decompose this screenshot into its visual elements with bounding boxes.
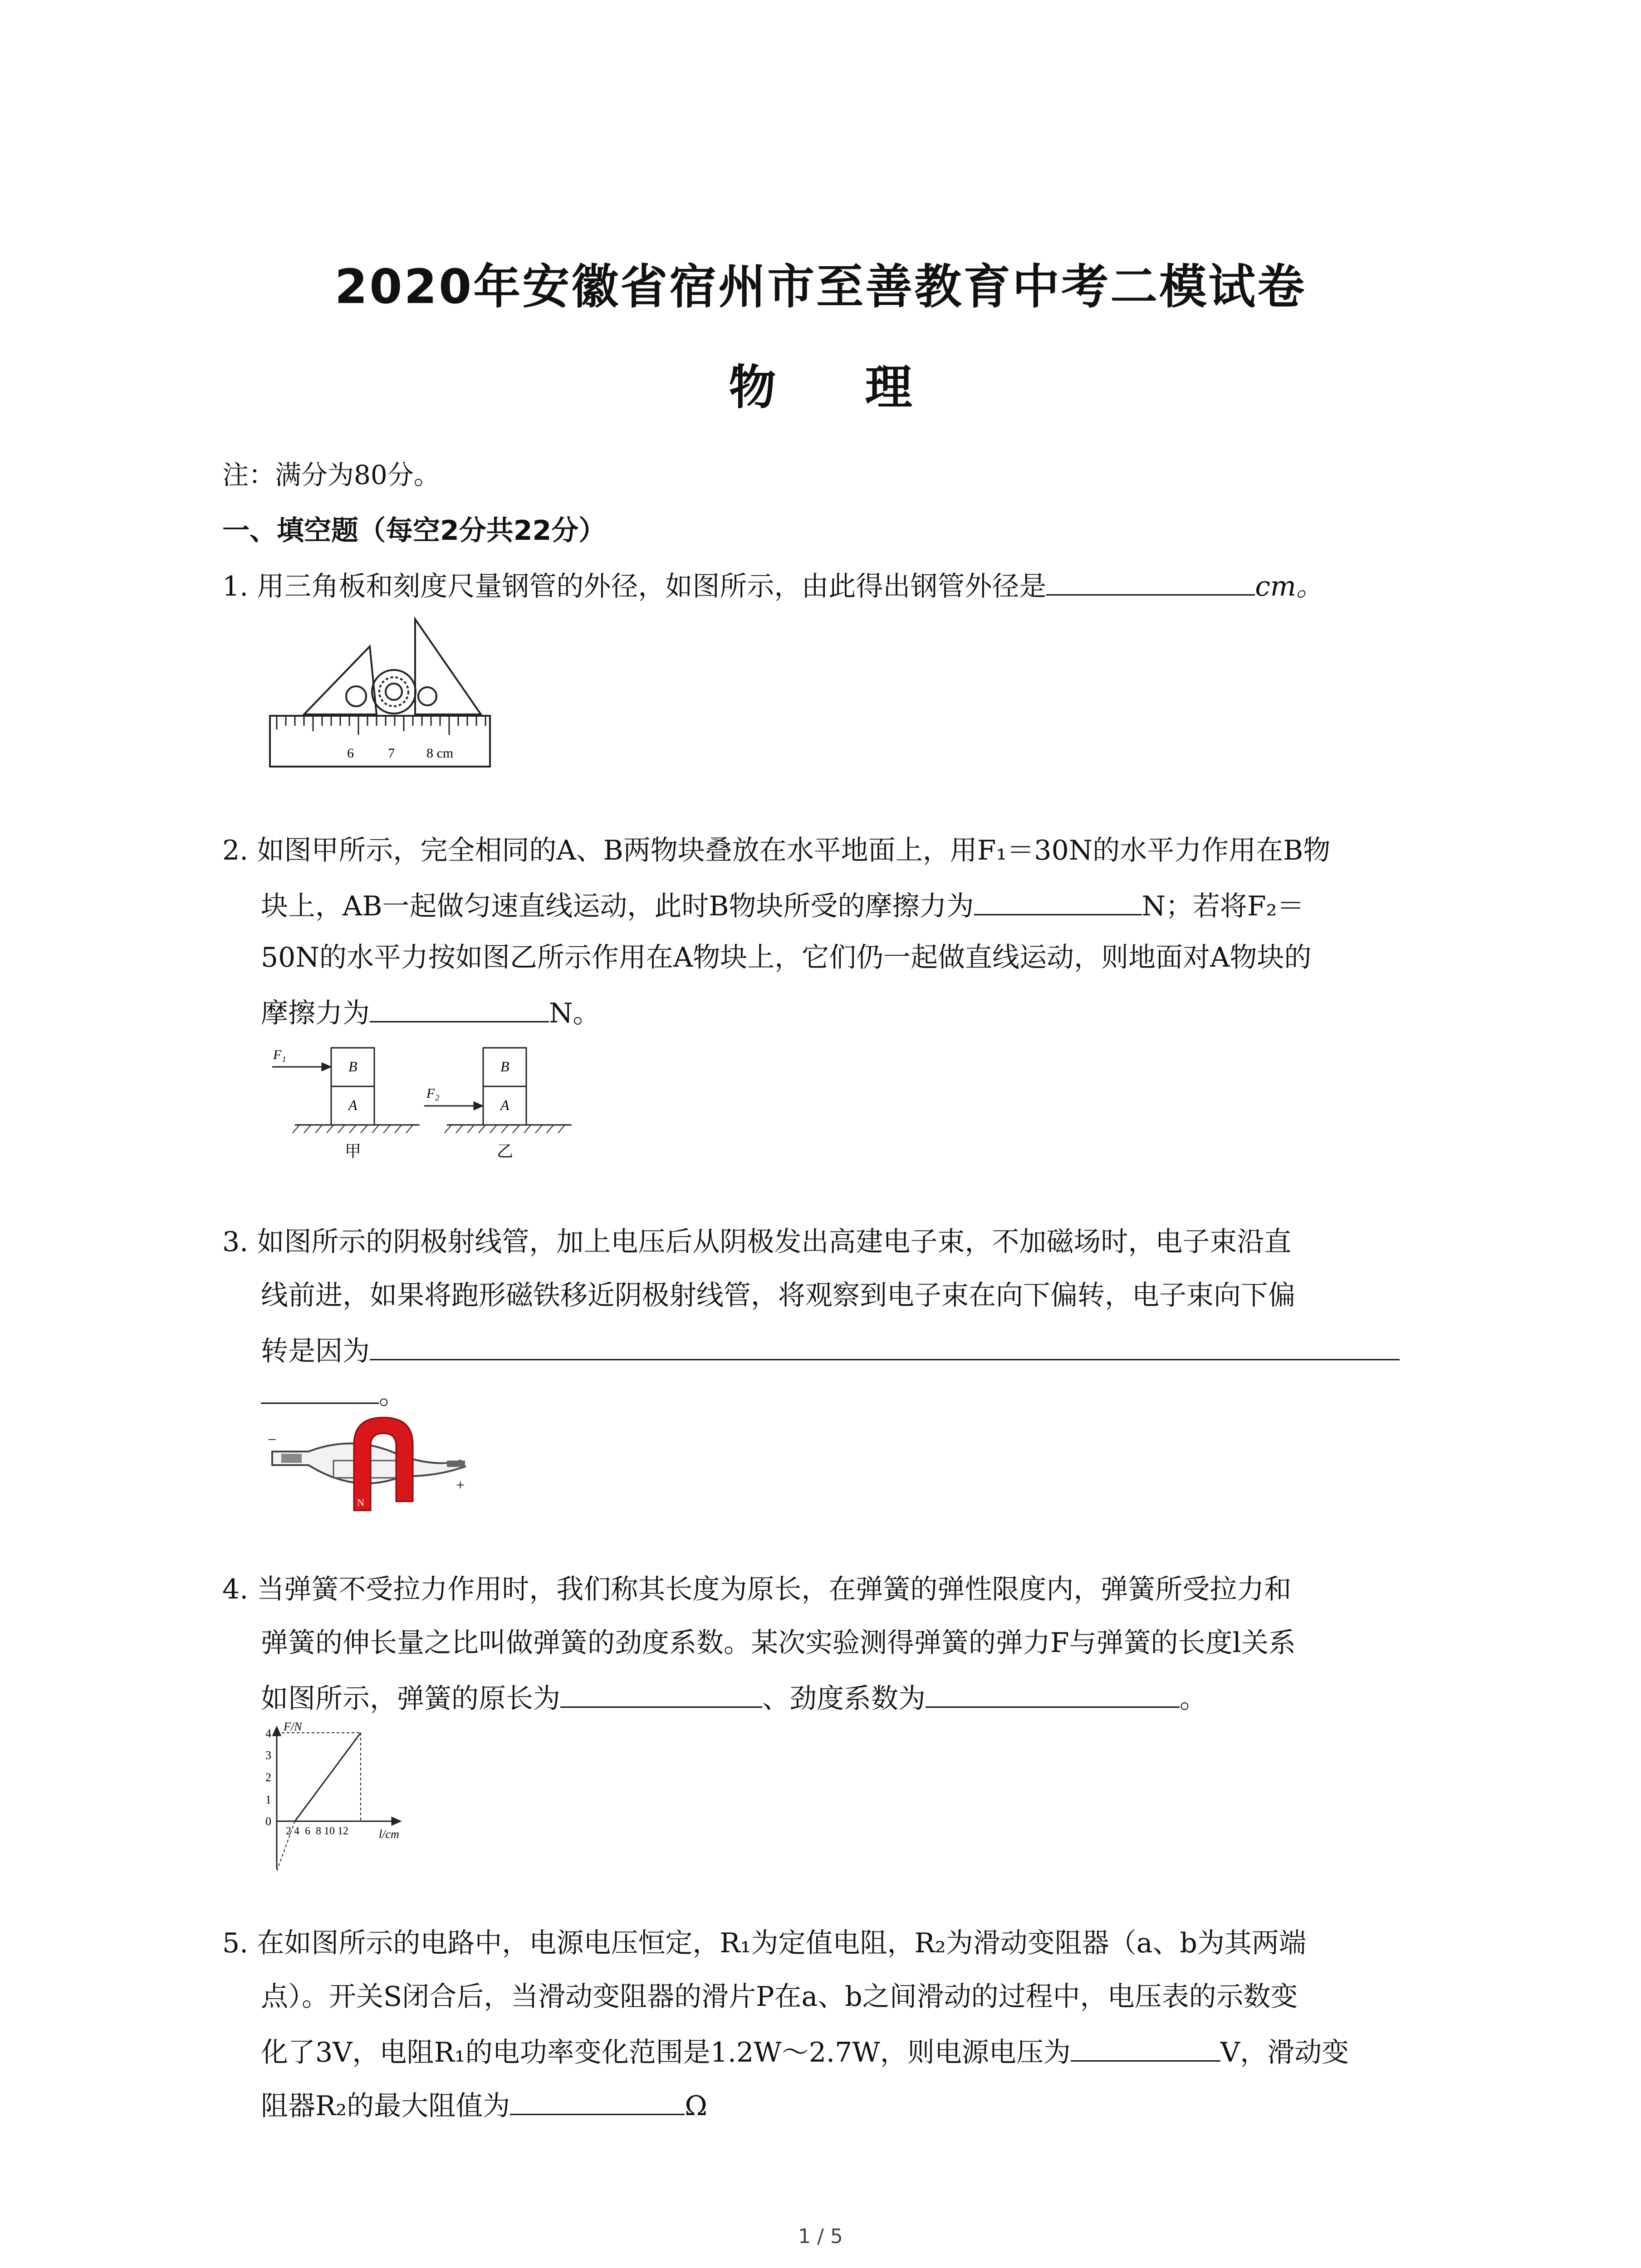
block-a-jia-label: A [348,1097,358,1113]
q5-line1: 5. 在如图所示的电路中，电源电压恒定，R₁为定值电阻，R₂为滑动变阻器（a、b为其两端 [222,1927,1306,1959]
q3-line3-stem: 转是因为 [261,1335,370,1367]
ruler-ticks [277,716,485,735]
left-triangle [304,646,377,714]
block-b-yi-label: B [500,1058,509,1075]
q2-line4-tail: N。 [549,997,600,1029]
q1-blank[interactable] [1046,571,1255,596]
q1-unit: cm。 [1255,571,1323,602]
graph-xlabel: l/cm [379,1828,399,1841]
q5-line4-stem: 阻器R₂的最大阻值为 [261,2090,510,2122]
q1-text [222,571,1323,600]
ruler-label-8cm: 8 cm [426,746,454,761]
cathode-ray-tube-figure [265,1408,483,1522]
q2-line1: 2. 如图甲所示，完全相同的A、B两物块叠放在水平地面上，用F₁＝30N的水平力作用在B物 [222,835,1331,866]
q3-line1: 3. 如图所示的阴极射线管，加上电压后从阴极发出高建电子束，不加磁场时，电子束沿直 [222,1226,1292,1258]
q1-stem: 1. 用三角板和刻度尺量钢管的外径，如图所示，由此得出钢管外径是 [222,571,1047,602]
q5-blank-1[interactable] [1071,2037,1220,2062]
block-b-jia-label: B [348,1058,358,1075]
xtick-labels: 2 4 6 8 10 12 [286,1825,348,1837]
left-triangle-hole [346,686,366,706]
q3-line4-tail: 。 [379,1379,406,1411]
q2-blank-1[interactable] [974,890,1142,915]
right-triangle [415,619,481,714]
ytick-3: 3 [265,1749,271,1762]
q3-line3 [261,1335,1400,1365]
plus-terminal: + [456,1477,465,1494]
ruler-label-7: 7 [388,746,395,761]
q5-blank-2[interactable] [510,2090,685,2115]
ytick-2: 2 [265,1771,271,1784]
q4-blank-1[interactable] [560,1683,762,1708]
force-line [295,1733,361,1821]
anode [447,1461,465,1467]
q5-line3 [261,2037,1349,2066]
q5-line4 [261,2090,707,2120]
q2-line2-stem: 块上，AB一起做匀速直线运动，此时B物块所受的摩擦力为 [261,890,974,922]
label-yi: 乙 [497,1142,514,1160]
q2-line2 [261,890,1304,920]
force-length-graph [259,1719,422,1882]
q2-line4-stem: 摩擦力为 [261,997,370,1029]
q4-line3-stem: 如图所示，弹簧的原长为 [261,1683,560,1715]
q3-line2: 线前进，如果将跑形磁铁移近阴极射线管，将观察到电子束在向下偏转，电子束向下偏 [261,1280,1295,1311]
ytick-1: 1 [265,1793,271,1806]
q4-line3 [261,1683,1207,1715]
q3-blank-part2[interactable] [261,1379,379,1404]
score-note: 注：满分为80分。 [222,459,440,490]
q2-blank-2[interactable] [370,997,549,1022]
q5-line3-tail: V，滑动变 [1220,2037,1349,2068]
q5-line4-unit: Ω [685,2090,707,2122]
block-a-yi-label: A [500,1097,509,1113]
f2-label: F₂ [426,1086,440,1101]
cathode [281,1454,302,1463]
q3-blank-part1[interactable] [370,1335,1400,1360]
q3-line4 [261,1379,406,1411]
exam-title: 2020年安徽省宿州市至善教育中考二模试卷 [334,259,1307,314]
minus-terminal: − [268,1432,277,1448]
graph-ylabel: F/N [284,1720,302,1733]
right-triangle-hole [418,687,436,705]
q4-line3-mid: 、劲度系数为 [762,1683,926,1715]
q4-line1: 4. 当弹簧不受拉力作用时，我们称其长度为原长，在弹簧的弹性限度内，弹簧所受拉力和 [222,1574,1292,1605]
q4-line2: 弹簧的伸长量之比叫做弹簧的劲度系数。某次实验测得弹簧的弹力F与弹簧的长度l关系 [261,1627,1296,1659]
q2-line2-tail: N；若将F₂＝ [1141,890,1304,922]
ytick-4: 4 [265,1727,271,1740]
q4-line3-tail: 。 [1180,1683,1207,1715]
f1-label: F₁ [273,1047,286,1062]
label-jia: 甲 [345,1142,362,1160]
ruler-body [270,716,490,767]
q2-line4 [261,997,600,1027]
ground-hatching [293,1125,565,1133]
page-number: 1 / 5 [798,2225,843,2248]
ruler-triangle-figure [268,612,495,769]
q5-line2: 点）。开关S闭合后，当滑动变阻器的滑片P在a、b之间滑动的过程中，电压表的示数变 [261,1981,1298,2013]
ruler-label-6: 6 [347,746,354,761]
magnet-pole-label: N [357,1497,364,1508]
ytick-0: 0 [265,1815,271,1828]
q2-line3: 50N的水平力按如图乙所示作用在A物块上，它们仍一起做直线运动，则地面对A物块的 [261,942,1312,973]
q4-blank-2[interactable] [926,1683,1180,1708]
blocks-figure [268,1034,585,1170]
section-heading: 一、填空题（每空2分共22分） [222,515,606,547]
q5-line3-stem: 化了3V，电阻R₁的电功率变化范围是1.2W～2.7W，则电源电压为 [261,2037,1071,2068]
subject-title: 物 理 [729,360,949,415]
